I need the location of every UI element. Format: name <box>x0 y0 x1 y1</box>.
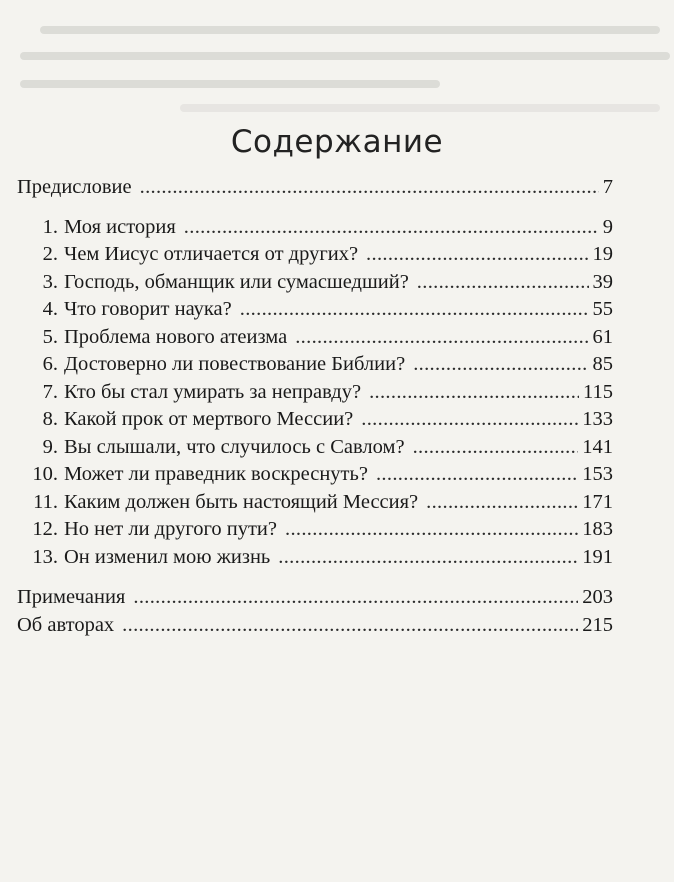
toc-entry-label: Проблема нового атеизма <box>64 325 288 348</box>
toc-page-number: 7 <box>602 176 613 198</box>
toc-leader-dots <box>366 241 588 269</box>
toc-page-number: 19 <box>592 243 613 265</box>
toc-entry-label: Чем Иисус отличается от других? <box>64 243 359 265</box>
toc-page-number: 133 <box>582 408 613 430</box>
toc-leader-dots <box>295 324 588 352</box>
toc-entry-chapter-10[interactable] <box>17 461 613 489</box>
toc-page-number: 115 <box>583 380 613 403</box>
toc-entry-chapter-1[interactable] <box>17 214 613 242</box>
toc-entry-chapter-9[interactable] <box>17 434 613 462</box>
table-of-contents <box>17 174 613 639</box>
toc-entry-preface[interactable] <box>17 174 613 202</box>
toc-entry-chapter-5[interactable] <box>17 324 613 352</box>
toc-leader-dots <box>361 406 578 434</box>
toc-leader-dots <box>240 296 589 324</box>
toc-entry-label: Какой прок от мертвого Мессии? <box>64 408 354 430</box>
toc-leader-dots <box>140 174 599 202</box>
toc-leader-dots <box>426 489 578 517</box>
toc-entry-label: Может ли праведник воскреснуть? <box>64 463 368 485</box>
chapter-number: 13. <box>32 545 58 568</box>
toc-entry-chapter-2[interactable] <box>17 241 613 269</box>
toc-page-number: 141 <box>582 435 613 458</box>
toc-leader-dots <box>413 434 579 462</box>
chapter-number: 10. <box>32 463 58 485</box>
chapter-number: 3. <box>42 270 58 293</box>
toc-entry-chapter-8[interactable] <box>17 406 613 434</box>
toc-entry-chapter-6[interactable] <box>17 351 613 379</box>
toc-leader-dots <box>417 269 589 297</box>
toc-entry-chapter-3[interactable] <box>17 269 613 297</box>
toc-entry-label: Что говорит наука? <box>64 298 232 320</box>
toc-page-number: 183 <box>582 518 613 540</box>
chapter-number: 5. <box>42 325 58 348</box>
toc-leader-dots <box>413 351 588 379</box>
toc-entry-label: Господь, обманщик или сумасшедший? <box>64 270 409 293</box>
toc-entry-label: Но нет ли другого пути? <box>64 518 277 540</box>
toc-leader-dots <box>133 584 578 612</box>
toc-page-number: 9 <box>602 215 613 238</box>
toc-page-number: 55 <box>592 298 613 320</box>
toc-entry-chapter-11[interactable] <box>17 489 613 517</box>
toc-entry-label: Кто бы стал умирать за неправду? <box>64 380 362 403</box>
toc-entry-label: Примечания <box>17 586 126 608</box>
toc-entry-label: Вы слышали, что случилось с Савлом? <box>64 435 405 458</box>
toc-entry-label: Достоверно ли повествование Библии? <box>64 353 406 375</box>
chapter-number: 8. <box>42 408 58 430</box>
toc-leader-dots <box>122 612 578 640</box>
toc-leader-dots <box>376 461 578 489</box>
chapter-number: 6. <box>42 353 58 375</box>
chapter-number: 4. <box>42 298 58 320</box>
toc-entry-notes[interactable] <box>17 584 613 612</box>
toc-leader-dots <box>369 379 579 407</box>
page-title: Содержание <box>230 124 444 160</box>
toc-entry-label: Об авторах <box>17 613 115 636</box>
toc-entry-label: Предисловие <box>17 176 132 198</box>
toc-entry-label: Каким должен быть настоящий Мессия? <box>64 490 419 513</box>
toc-page-number: 39 <box>592 270 613 293</box>
toc-entry-chapter-13[interactable] <box>17 544 613 572</box>
toc-page-number: 191 <box>582 545 613 568</box>
chapter-number: 9. <box>42 435 58 458</box>
toc-entry-chapter-4[interactable] <box>17 296 613 324</box>
toc-page-number: 61 <box>592 325 613 348</box>
chapter-number: 12. <box>32 518 58 540</box>
toc-page-number: 153 <box>582 463 613 485</box>
spacer <box>17 202 613 214</box>
toc-leader-dots <box>184 214 599 242</box>
toc-leader-dots <box>285 516 578 544</box>
toc-entry-authors[interactable] <box>17 612 613 640</box>
toc-entry-label: Он изменил мою жизнь <box>64 545 271 568</box>
toc-entry-label: Моя история <box>64 215 176 238</box>
toc-page-number: 215 <box>582 613 613 636</box>
toc-page-number: 171 <box>582 490 613 513</box>
toc-leader-dots <box>278 544 578 572</box>
bleed-through-text <box>0 0 674 120</box>
toc-entry-chapter-7[interactable] <box>17 379 613 407</box>
chapter-number: 11. <box>33 490 58 513</box>
spacer <box>17 571 613 584</box>
chapter-number: 1. <box>42 215 58 238</box>
toc-page-number: 203 <box>582 586 613 608</box>
chapter-number: 2. <box>42 243 58 265</box>
toc-entry-chapter-12[interactable] <box>17 516 613 544</box>
toc-page-number: 85 <box>592 353 613 375</box>
chapter-number: 7. <box>42 380 58 403</box>
